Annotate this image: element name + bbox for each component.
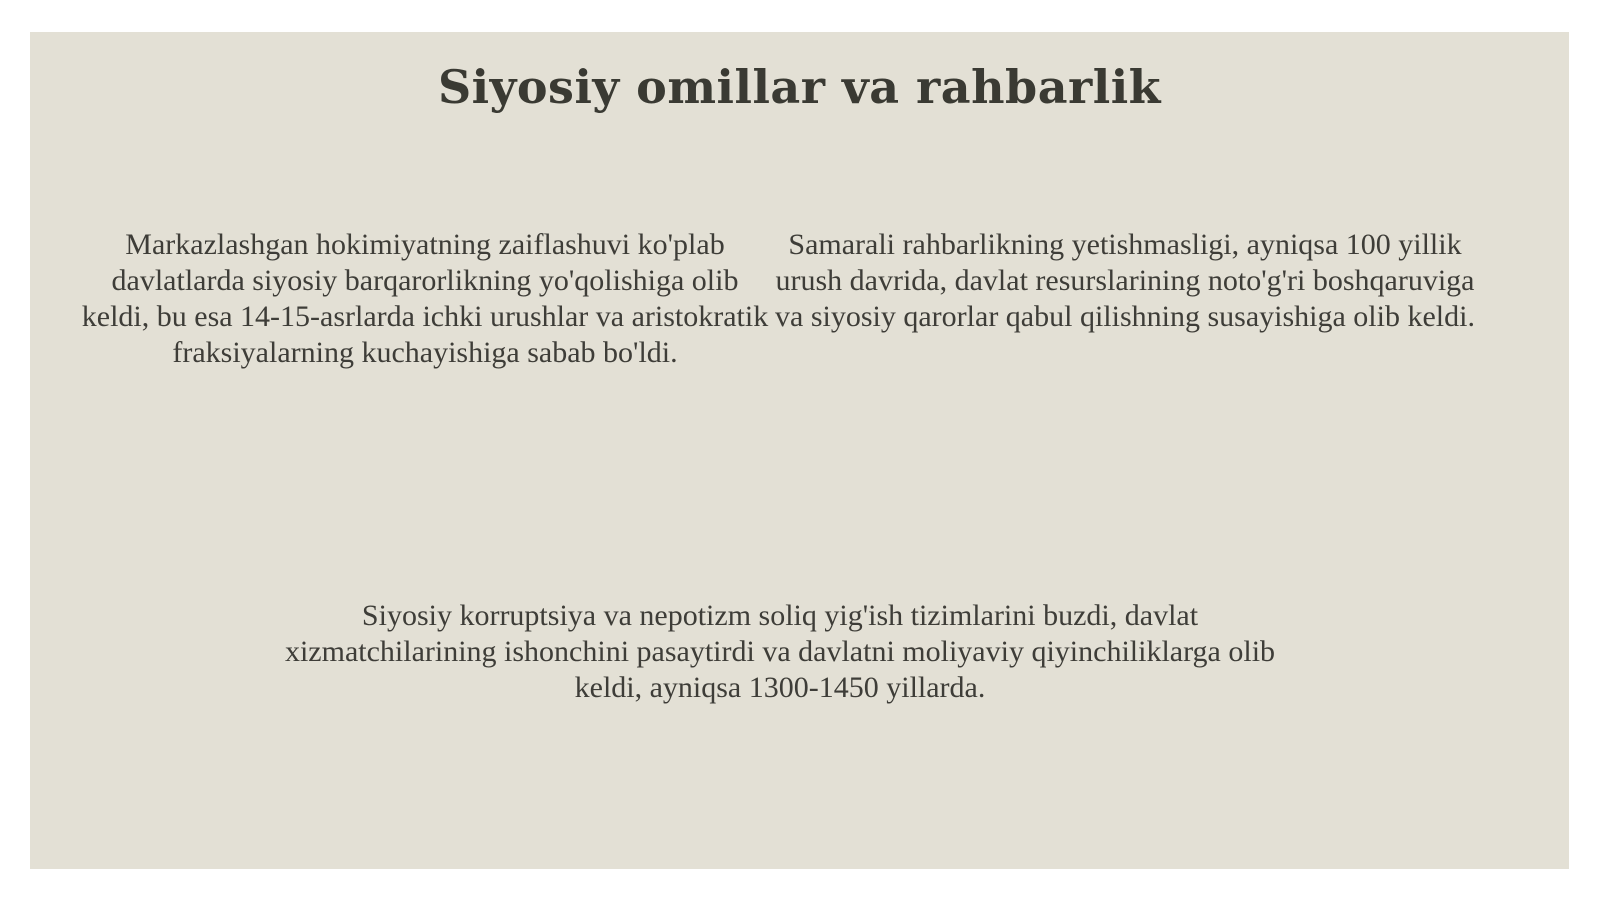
slide [30,32,1569,869]
slide-title: Siyosiy omillar va rahbarlik [437,60,1162,114]
paragraph-corruption: Siyosiy korruptsiya va nepotizm soliq yig'ish tizimlarini buzdi, davlat xizmatchilarining ishonchini pasaytirdi va davlatni moliyaviy qiyinchiliklarga olib keldi, ayniqsa 1300-1450 yillarda. [284,599,1276,704]
paragraph-centralization: Markazlashgan hokimiyatning zaiflashuvi ko'plab davlatlarda siyosiy barqarorlikning yo'qolishiga olib keldi, bu esa 14-15-asrlarda ichki urushlar va aristokratik fraksiyalarning kuchayishiga sabab bo'ldi. [81,228,769,369]
paragraph-leadership: Samarali rahbarlikning yetishmasligi, ayniqsa 100 yillik urush davrida, davlat resurslarining noto'g'ri boshqaruviga va siyosiy qarorlar qabul qilishning susayishiga olib keldi. [775,228,1475,333]
